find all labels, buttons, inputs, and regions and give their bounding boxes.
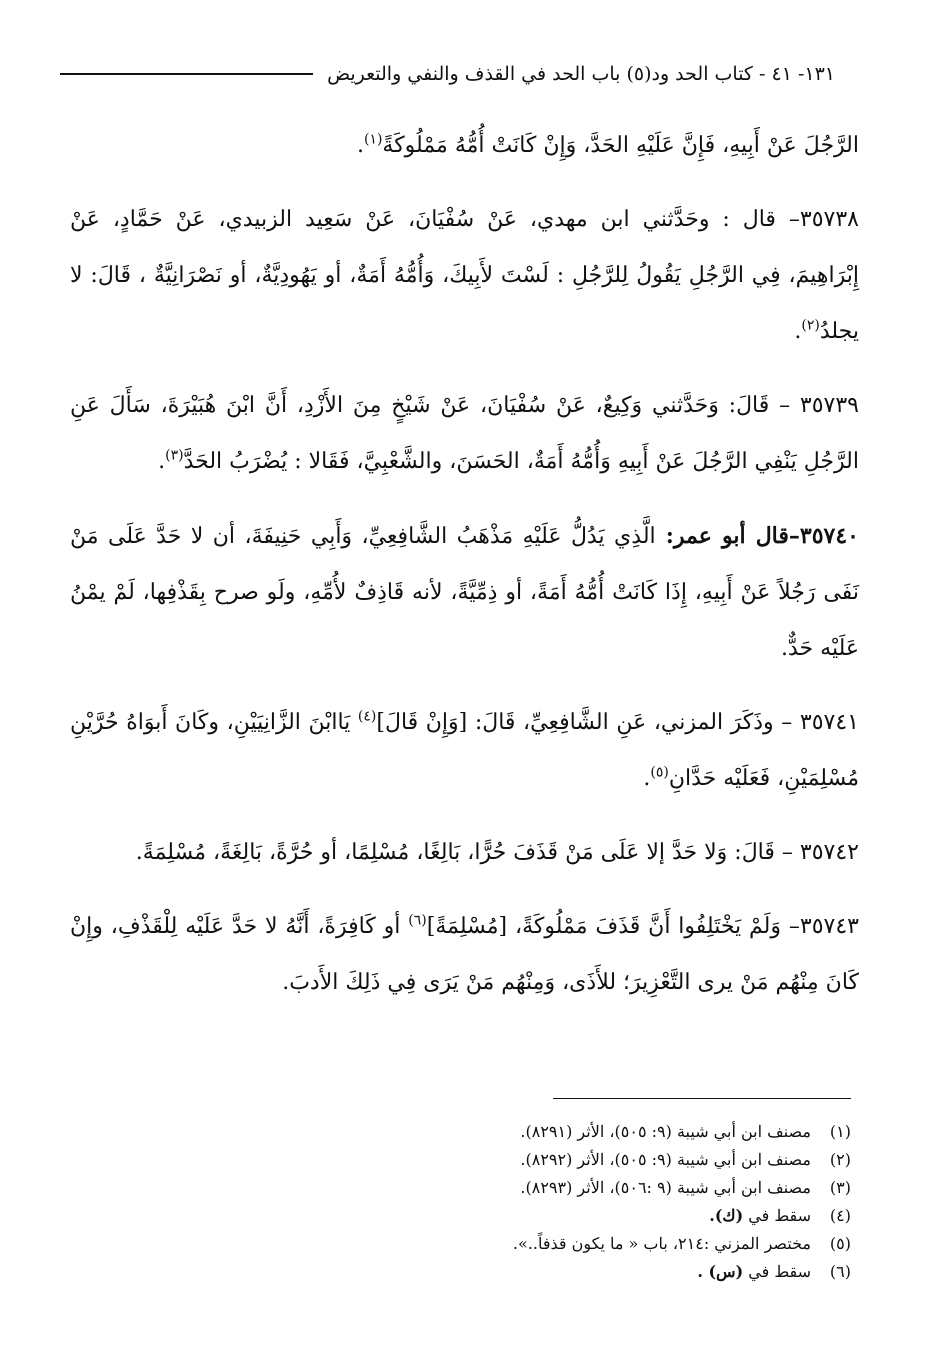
paragraph-35739 (70, 378, 859, 490)
footnote-marker: (١) (829, 1122, 851, 1141)
paragraph-number: ٣٥٧٣٨– (775, 207, 859, 232)
paragraph-number: ٣٥٧٤٢ – (774, 840, 859, 865)
footnote-item (120, 1174, 851, 1202)
footnote-text: مصنف ابن أبي شيبة (٩: ٥٠٥)، الأثر (٨٢٩١). (520, 1122, 811, 1141)
paragraph-text-continued: يَاابْنَ الزَّانِيَيْنِ، وكَانَ أَبوَاهُ حُرَّيْنِ مُسْلِمَيْنِ، فَعَلَيْه حَدَّانِ (70, 710, 859, 791)
paragraph-35738 (70, 192, 859, 360)
footnote-item (120, 1230, 851, 1258)
footnote-ref: (٤) (357, 708, 377, 725)
footnote-text-plain: سقط في (743, 1206, 811, 1225)
footnote-marker: (٥) (829, 1234, 851, 1253)
footnote-ref: (٦) (408, 912, 427, 929)
footnote-item (120, 1258, 851, 1286)
footnote-separator (553, 1098, 851, 1099)
paragraph-35741 (70, 695, 859, 807)
header-separator: - (797, 63, 805, 85)
main-text (70, 118, 859, 1029)
footnote-text: مختصر المزني :٢١٤، باب « ما يكون قذفاً..». (512, 1234, 811, 1253)
page-number: ١٣١ (804, 63, 835, 85)
paragraph-text: وَلَمْ يَخْتَلِفُوا أَنَّ قَذَفَ مَمْلُوكَةً، [مُسْلِمَةً] (426, 914, 782, 939)
running-header (60, 58, 849, 90)
paragraph-35742 (70, 825, 859, 881)
footnote-text-bold: (ك). (709, 1206, 744, 1225)
footnote-text-plain: سقط في (743, 1262, 811, 1281)
paragraph-35743 (70, 899, 859, 1011)
paragraph-text-continued: أو كَافِرَةً، أَنَّهُ لا حَدَّ عَلَيْه لِلْقَذْفِ، وإِنْ كَانَ مِنْهُم مَنْ يرى التَّعْزِيرَ؛ للأَذَى، وَمِنْهُم مَنْ يَرَى فِي ذَلِكَ الأَدبَ. (70, 914, 859, 995)
footnote-item (120, 1146, 851, 1174)
footnote-marker: (٣) (829, 1178, 851, 1197)
paragraph-continuation (70, 118, 859, 174)
speaker-label: قال أبو عمر: (655, 523, 789, 549)
footnote-ref: (٥) (650, 764, 669, 781)
footnotes-list (120, 1118, 851, 1286)
footnote-text: مصنف ابن أبي شيبة (٩: ٥٠٥)، الأثر (٨٢٩٢). (520, 1150, 811, 1169)
footnote-marker: (٤) (829, 1206, 851, 1225)
footnote-ref: (٢) (801, 317, 820, 334)
paragraph-text: الرَّجُلَ عَنْ أَبِيهِ، فَإِنَّ عَلَيْهِ الحَدَّ، وَإِنْ كَانَتْ أُمُّهُ مَمْلُوكَةً (382, 133, 859, 158)
paragraph-number: ٣٥٧٤١ – (773, 710, 859, 735)
footnote-item (120, 1118, 851, 1146)
paragraph-text: قال : وحَدَّثني ابن مهدي، عَنْ سُفْيَانَ، عَنْ سَعِيد الزبيدي، عَنْ حَمَّادٍ، عَنْ إِبْرَاهِيمَ، فِي الرَّجُلِ يَقُولُ لِلرَّجُلِ : لَسْتَ لأَبِيكَ، وَأُمُّهُ أَمَةٌ، أو يَهُودِيَّةٌ، أو نَصْرَانِيَّةٌ ، قَالَ: لا يجلدُ (70, 207, 859, 344)
paragraph-text: قَالَ: وَحَدَّثني وَكِيعٌ، عَنْ سُفْيَانَ، عَنْ شَيْخٍ مِنَ الأَزْدِ، أَنَّ ابْنَ هُبَيْرَةَ، سَأَلَ عَنِ الرَّجُلِ يَنْفِي الرَّجُلَ عَنْ أَبِيهِ وَأُمُّهُ أَمَةٌ، الحَسَنَ، والشَّعْبِيَّ، فَقَالا : يُضْرَبُ الحَدَّ (70, 393, 859, 474)
chapter-title (327, 63, 804, 85)
paragraph-tail: . (794, 319, 802, 344)
paragraph-number: ٣٥٧٤٠– (788, 523, 859, 549)
header-rule (60, 73, 313, 75)
chapter-title-text: ٤١ - كتاب الحد ود(٥) باب الحد في القذف والنفي والتعريض (327, 63, 792, 85)
paragraph-35740 (70, 508, 859, 677)
paragraph-text: قَالَ: وَلا حَدَّ إلا عَلَى مَنْ قَذَفَ حُرًّا، بَالِغًا، مُسْلِمًا، أو حُرَّةً، بَالِغَةً، مُسْلِمَةً. (135, 840, 775, 865)
paragraph-tail: . (356, 133, 364, 158)
paragraph-tail: . (643, 766, 651, 791)
footnote-text: مصنف ابن أبي شيبة (٩ :٥٠٦)، الأثر (٨٢٩٣). (520, 1178, 811, 1197)
footnote-item (120, 1202, 851, 1230)
paragraph-number: ٣٥٧٤٣– (781, 914, 859, 939)
paragraph-tail: . (158, 449, 166, 474)
footnote-marker: (٦) (829, 1262, 851, 1281)
paragraph-text: وذَكَرَ المزني، عَنِ الشَّافِعِيِّ، قَالَ: [وَإِنْ قَالَ] (376, 710, 774, 735)
footnote-text (697, 1258, 811, 1286)
footnote-text (709, 1202, 811, 1230)
paragraph-text: الَّذِي يَدُلُّ عَلَيْهِ مَذْهَبُ الشَّافِعِيِّ، وَأَبِي حَنِيفَةَ، أن لا حَدَّ عَلَى مَنْ نَفَى رَجُلاً عَنْ أَبِيهِ، إِذَا كَانَتْ أُمُّهُ أَمَةً، أو ذِمِّيَّةً، لأنه قَاذِفٌ لأُمِّهِ، ولَو صرح بِقَذْفِها، لَمْ يمْنُ عَلَيْه حَدٌّ. (70, 524, 859, 661)
footnote-marker: (٢) (829, 1150, 851, 1169)
paragraph-number: ٣٥٧٣٩ – (769, 393, 859, 418)
footnote-ref: (٣) (165, 447, 184, 464)
footnote-text-bold: (س) . (697, 1262, 744, 1281)
footnote-ref: (١) (363, 131, 383, 148)
